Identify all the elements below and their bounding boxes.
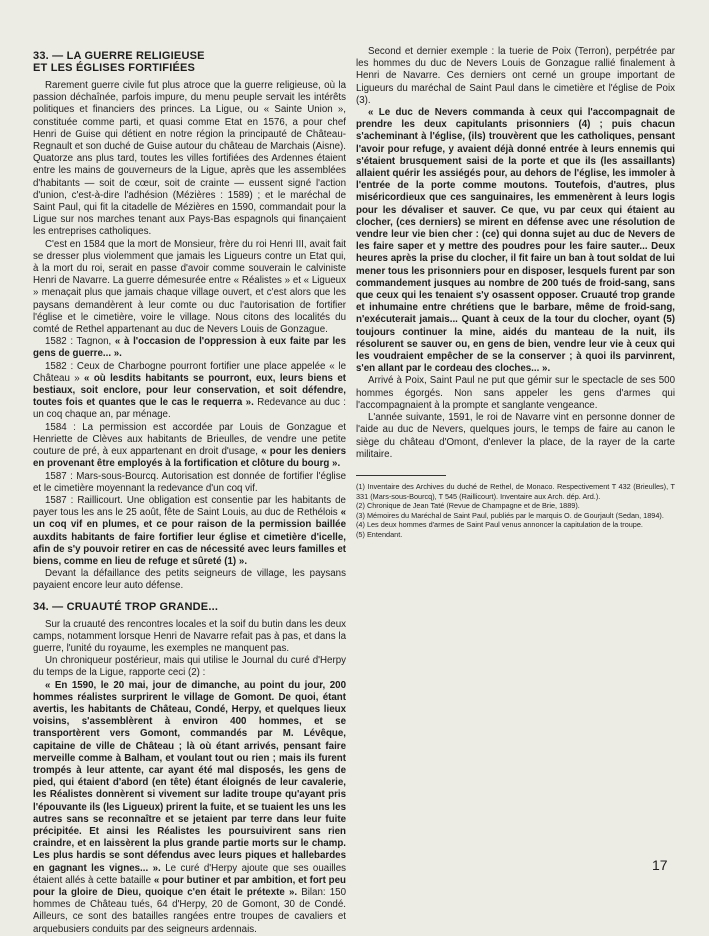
paragraph: 1587 : Raillicourt. Une obligation est consentie par les habitants de payer tous les ans le 25 août, fête de Saint Louis, au duc de Rethélois « un coq vif en plumes, et ce pour raison de la permission baillée auxdits habitants de faire fortifier leur église et cimetière d'icelle, afin de s'y pouvoir retirer en cas de nécessité avec leurs familles et biens, comme en lieu de refuge et sûreté (1) ».	[33, 494, 346, 567]
paragraph: Arrivé à Poix, Saint Paul ne put que gémir sur le spectacle de ses 500 hommes égorgés. Non sans appeler les gens d'armes qui l'accompagnaient à la prompte et sanglante vengeance.	[356, 375, 675, 411]
paragraph: « Le duc de Nevers commanda à ceux qui l'accompagnait de prendre les deux capitulants prisonniers (4) ; puis chacun s'acheminant à l'église, (ils) trouvèrent que les catholiques, pensant l'avoir pour refuge, y avaient déjà donné entrée à leurs ennemis qui s'étaient brusquement saisi de la porte et que ils (les assaillants) allaient quérir les assiégés pour, au dehors de l'église, les immoler à l'entrée de la porte comme moutons. Toutefois, d'autres, plus miséricordieux que ces sanguinaires, les emmenèrent à leurs logis pour les dévaliser et sauver. Ce que, vu par ceux qui étaient au clocher, (ces derniers) se mirent en défense avec une résolution de vendre leur vie bien cher : (ce) qui donna sujet au duc de Nevers de les faire saper et y mettre des poudres pour les faire sauter... Deux heures après la prise du clocher, il fit faire un ban à tout soldat de lui mener tous les prisonniers pour en disposer, lesquels furent par son commandement jusques au nombre de 200 tués de froid-sang, sans que ceux qui les tenaient s'y osassent opposer. Cruauté trop grande et inhumaine entre chrétiens que le barbare, même de froid-sang, n'exécuterait jamais... Quant à ceux de la tour du clocher, oyant (5) toujours continuer la mine, aidés du manteau de la nuit, ils résolurent se sauver ou, en gens de bien, vendre leur vie à ceux qui les voudraient empêcher de se la conserver ; à quoi ils parvinrent, s'en allant par le cordeau des cloches... ».	[356, 107, 675, 375]
section-34-heading: 34. — CRUAUTÉ TROP GRANDE...	[33, 600, 219, 613]
paragraph: L'année suivante, 1591, le roi de Navarre vint en personne donner de l'aide au duc de Nevers, quelques jours, le temps de faire au canon le siège du château d'Omont, d'enlever la place, de la rayer de la carte militaire.	[356, 412, 675, 460]
footnote: (4) Les deux hommes d'armes de Saint Paul venus annoncer la capitulation de la troupe.	[356, 520, 643, 530]
right-column	[356, 46, 675, 539]
paragraph: Devant la défaillance des petits seigneurs de village, les paysans payaient encore leur auto défense.	[33, 568, 346, 592]
paragraph: 1582 : Ceux de Charbogne pourront fortifier une place appelée « le Château » « où lesdits habitants se pourront, eux, leurs biens et bestiaux, soit enclore, pour leur conservation, et soit défendre, toutes fois et quantes que le cas le requerra ». Redevance au duc : un coq chaque an, par ménage.	[33, 360, 347, 421]
paragraph: 1584 : La permission est accordée par Louis de Gonzague et Henriette de Clèves aux habitants de Brieulles, de vendre une petite couture de pré, à eux appartenant en droit d'usage, « pour les deniers en provenant être employés à la fortification et clôture du bourg ».	[33, 421, 346, 470]
section-33-heading	[33, 50, 346, 74]
footnote: (1) Inventaire des Archives du duché de Rethel, de Monaco. Respectivement T 432 (Brieulles), T 331 (Mars-sous-Bourcq), T 545 (Raillicourt). Inventaire aux Arch. dép. Ard.).	[356, 481, 675, 501]
paragraph: 1587 : Mars-sous-Bourcq. Autorisation est donnée de fortifier l'église et le cimetière moyennant la redevance d'un coq vif.	[33, 470, 346, 494]
paragraph: Sur la cruauté des rencontres locales et la soif du butin dans les deux camps, notamment lorsque Henri de Navarre refait pas à pas, et dans la guerre, l'unité du royaume, les exemples ne manquent pas.	[33, 618, 346, 654]
footnote: (3) Mémoires du Maréchal de Saint Paul, publiés par le marquis O. de Gourjault (Sedan, 1894).	[356, 510, 664, 520]
left-column	[33, 50, 346, 936]
paragraph: Rarement guerre civile fut plus atroce que la guerre religieuse, où la passion déchaînée, parfois impure, du menu peuple servait les intérêts politiques et financiers des princes. La Ligue, ou « Sainte Union », constituée comme parti, et quasi comme Etat en 1576, a pour chef Henri de Guise qui détient en notre région la principauté de Château-Regnault et son duché de Guise autour du château de Marchais (Aisne). Quatorze ans plus tard, toutes les villes fortifiées des Ardennes étaient entre les mains de gouverneurs de la Ligue, après que les assemblées d'habitants — soit de cœur, soit de crainte — eussent signé l'action d'union, c'est-à-dire l'adhésion (Mézières : 1589) ; et le maréchal de Saint Paul, qui fit la citadelle de Mézières en 1590, commandait pour la Ligue sur nos marches tenant aux Pays-Bas espagnols qui finançaient les entreprises catholiques.	[33, 80, 346, 238]
page-number: 17	[652, 857, 668, 873]
footnotes	[356, 482, 675, 540]
paragraph: Un chroniqueur postérieur, mais qui utilise le Journal du curé d'Herpy du temps de la Ligue, rapporte ceci (2) :	[33, 655, 346, 679]
paragraph: « En 1590, le 20 mai, jour de dimanche, au point du jour, 200 hommes réalistes surprirent le village de Gomont. De quoi, étant avertis, les habitants de Château, Condé, Herpy, et quelques lieux voisins, s'assemblèrent à environ 400 hommes, et se transportèrent vers Gomont, commandés par M. Lévêque, capitaine de ville de Château ; là où étant arrivés, pensant faire merveille comme à Balham, et voulant tout ou rien ; mais ils furent trompés à leur attente, car ayant été mal disposés, les gens de pied, qui étaient d'abord (en tête) étant éloignés de leur cavalerie, les Réalistes donnèrent si vivement sur ladite troupe qu'ayant pris l'épouvante ils (les Ligueux) prirent la fuite, et se tuaient les uns les autres sans se reconnaître et se jetaient par terre dans leur fuite précipitée. Et ainsi les Réalistes les poursuivirent sans rien craindre, et en laissèrent la plus grande partie morts sur le champ. Les plus hardis se sont défendus avec leurs piques et hallebardes en gagnant les vignes... ». Le curé d'Herpy ajoute que ses ouailles étaient allés à cette bataille « pour butiner et par ambition, et fort peu pour la gloire de Dieu, quoique c'en était le prétexte ». Bilan: 150 hommes de Château tués, 64 d'Herpy, 20 de Gomont, 30 de Condé. Ailleurs, ce sont des batailles rangées entre troupes de cavaliers et arquebusiers conduits par des seigneurs ardennais.	[33, 679, 347, 935]
paragraph: 1582 : Tagnon, « à l'occasion de l'oppression à eux faite par les gens de guerre... ».	[33, 336, 346, 360]
footnote: (2) Chronique de Jean Taté (Revue de Champagne et de Brie, 1889).	[356, 501, 580, 511]
section-33-title-line1: 33. — LA GUERRE RELIGIEUSE	[33, 50, 205, 62]
paragraph: C'est en 1584 que la mort de Monsieur, frère du roi Henri III, avait fait se dresser plus violemment que jamais les Ligueurs contre un Etat qui, à la mort du roi, serait en passe d'avoir comme souverain le calviniste Henri de Navarre. La guerre démesurée entre « Réalistes » et « Ligueux » menaçait plus que jamais chaque village ouvert, et c'est alors que les paysans demandèrent à leur comte ou duc l'autorisation de fortifier l'église et le cimetière, voire le village. Nous citons des localités du comté de Rethel appartenant au duc de Nevers Louis de Gonzague.	[33, 238, 346, 336]
section-33-title-line2: ET LES ÉGLISES FORTIFIÉES	[33, 62, 196, 74]
footnote: (5) Entendant.	[356, 529, 403, 539]
paragraph: Second et dernier exemple : la tuerie de Poix (Terron), perpétrée par les hommes du duc de Nevers Louis de Gonzague rallié finalement à Henri de Navarre. Ces derniers ont cerné un groupe important de Ligueurs du maréchal de Saint Paul dans le cimetière et l'église de Poix (3).	[356, 46, 675, 106]
footnote-divider	[356, 475, 446, 476]
